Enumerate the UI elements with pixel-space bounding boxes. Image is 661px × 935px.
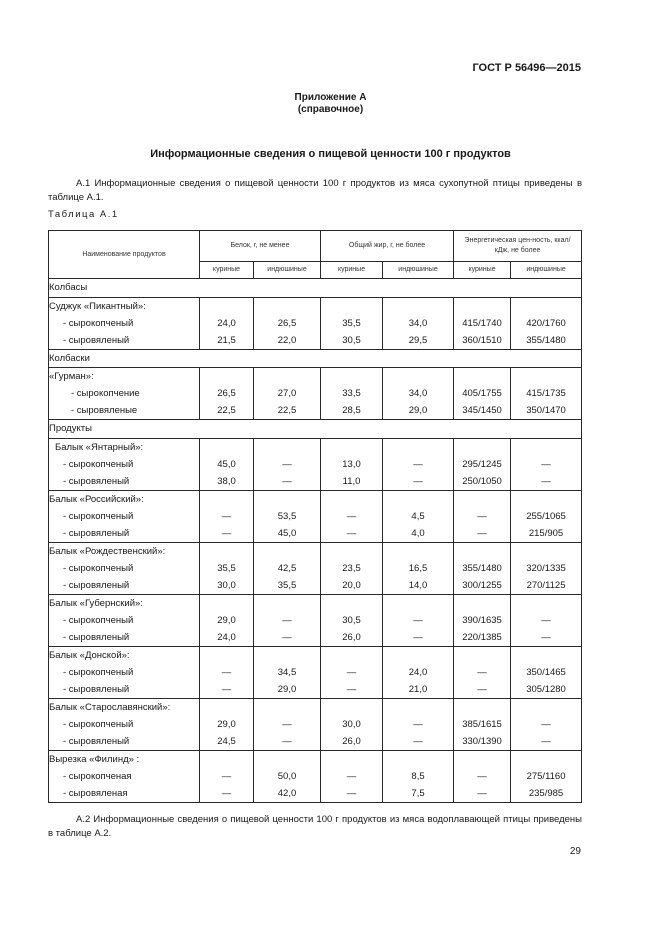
- cell-energy-turkey: 305/1280: [511, 681, 582, 699]
- cell-fat-turkey: 4,0: [383, 525, 454, 543]
- cell-fat-chicken: —: [321, 664, 383, 681]
- cell-energy-turkey: 320/1335: [511, 560, 582, 577]
- cell-fat-chicken: 30,5: [321, 612, 383, 629]
- cell-energy-turkey: —: [511, 612, 582, 629]
- cell-protein-turkey: —: [254, 473, 321, 491]
- subheader-turkey: индюшиные: [254, 262, 321, 279]
- table-row: [49, 733, 582, 751]
- cell-fat-chicken: —: [321, 768, 383, 785]
- cell-energy-chicken: 385/1615: [454, 716, 511, 733]
- table-caption: Таблица А.1: [48, 209, 119, 220]
- cell-protein-chicken: 26,5: [200, 385, 254, 402]
- table-row: [49, 681, 582, 699]
- subheader-turkey: индюшиные: [383, 262, 454, 279]
- subheader-chicken: куриные: [321, 262, 383, 279]
- cell-protein-chicken: 29,0: [200, 716, 254, 733]
- cell-protein-chicken: —: [200, 525, 254, 543]
- cell-protein-chicken: —: [200, 785, 254, 803]
- cell-protein-turkey: 22,0: [254, 332, 321, 350]
- group-row: Колбасы: [49, 279, 582, 298]
- table-row: [49, 456, 582, 473]
- row-label: - сыровяленый: [49, 332, 200, 350]
- cell-energy-chicken: 390/1635: [454, 612, 511, 629]
- cell-fat-chicken: 26,0: [321, 629, 383, 647]
- cell-protein-turkey: 50,0: [254, 768, 321, 785]
- cell-protein-chicken: 24,0: [200, 315, 254, 332]
- group-row: Продукты: [49, 420, 582, 439]
- product-name: Балык «Янтарный»:: [49, 438, 200, 456]
- table-row: [49, 577, 582, 595]
- cell-fat-chicken: —: [321, 785, 383, 803]
- cell-fat-turkey: 21,0: [383, 681, 454, 699]
- table-row: [49, 315, 582, 332]
- cell-energy-turkey: 350/1465: [511, 664, 582, 681]
- cell-protein-chicken: —: [200, 508, 254, 525]
- section-heading: Информационные сведения о пищевой ценности 100 г продуктов: [150, 148, 511, 160]
- cell-fat-turkey: —: [383, 716, 454, 733]
- cell-energy-turkey: 415/1735: [511, 385, 582, 402]
- cell-fat-chicken: 35,5: [321, 315, 383, 332]
- cell-energy-chicken: —: [454, 785, 511, 803]
- cell-fat-turkey: 16,5: [383, 560, 454, 577]
- cell-protein-turkey: 34,5: [254, 664, 321, 681]
- table-row: [49, 508, 582, 525]
- table-row: [49, 385, 582, 402]
- cell-energy-turkey: 255/1065: [511, 508, 582, 525]
- table-row: [49, 629, 582, 647]
- cell-fat-chicken: —: [321, 508, 383, 525]
- cell-fat-chicken: —: [321, 681, 383, 699]
- cell-energy-chicken: 295/1245: [454, 456, 511, 473]
- col-header-fat: Общий жир, г, не более: [321, 231, 454, 262]
- row-label: - сыровяленый: [49, 733, 200, 751]
- cell-protein-turkey: —: [254, 456, 321, 473]
- product-name: Балык «Старославянский»:: [49, 698, 200, 716]
- cell-energy-chicken: 220/1385: [454, 629, 511, 647]
- cell-fat-chicken: 28,5: [321, 402, 383, 420]
- cell-fat-turkey: 34,0: [383, 385, 454, 402]
- cell-protein-turkey: 27,0: [254, 385, 321, 402]
- cell-energy-chicken: 415/1740: [454, 315, 511, 332]
- cell-energy-turkey: 235/985: [511, 785, 582, 803]
- table-row: [49, 525, 582, 543]
- group-row: Колбаски: [49, 349, 582, 368]
- row-label: - сырокопченый: [49, 560, 200, 577]
- row-label: - сырокопченый: [49, 508, 200, 525]
- cell-protein-turkey: 42,0: [254, 785, 321, 803]
- cell-fat-chicken: 11,0: [321, 473, 383, 491]
- cell-fat-chicken: 23,5: [321, 560, 383, 577]
- product-name: Суджук «Пикантный»:: [49, 297, 200, 315]
- table-row: [49, 560, 582, 577]
- cell-energy-chicken: 360/1510: [454, 332, 511, 350]
- cell-energy-chicken: —: [454, 681, 511, 699]
- cell-energy-turkey: —: [511, 716, 582, 733]
- cell-fat-turkey: —: [383, 456, 454, 473]
- col-header-name: Наименование продуктов: [49, 231, 200, 279]
- cell-protein-turkey: —: [254, 716, 321, 733]
- cell-protein-chicken: —: [200, 768, 254, 785]
- cell-fat-turkey: 14,0: [383, 577, 454, 595]
- cell-fat-chicken: 33,5: [321, 385, 383, 402]
- cell-fat-turkey: 7,5: [383, 785, 454, 803]
- cell-energy-turkey: —: [511, 473, 582, 491]
- row-label: - сыровяленый: [49, 629, 200, 647]
- row-label: - сырокопченый: [49, 315, 200, 332]
- cell-fat-chicken: 30,0: [321, 716, 383, 733]
- product-name: Балык «Донской»:: [49, 646, 200, 664]
- cell-energy-chicken: 405/1755: [454, 385, 511, 402]
- cell-fat-turkey: 4,5: [383, 508, 454, 525]
- row-label: - сыровяленая: [49, 785, 200, 803]
- row-label: - сыровяленый: [49, 525, 200, 543]
- cell-fat-turkey: 24,0: [383, 664, 454, 681]
- cell-protein-chicken: 38,0: [200, 473, 254, 491]
- cell-protein-turkey: 45,0: [254, 525, 321, 543]
- cell-protein-turkey: 26,5: [254, 315, 321, 332]
- cell-protein-chicken: 22,5: [200, 402, 254, 420]
- appendix-title: Приложение А: [294, 92, 367, 103]
- cell-protein-turkey: 29,0: [254, 681, 321, 699]
- col-header-energy: Энергетическая цен-ность, ккал/кДж, не более: [454, 231, 582, 262]
- cell-energy-turkey: —: [511, 456, 582, 473]
- table-row: [49, 402, 582, 420]
- table-row: [49, 332, 582, 350]
- cell-energy-turkey: —: [511, 629, 582, 647]
- row-label: - сырокопченый: [49, 664, 200, 681]
- cell-protein-chicken: —: [200, 664, 254, 681]
- row-label: - сыровяленый: [49, 473, 200, 491]
- table-body: [49, 279, 582, 803]
- cell-protein-chicken: 24,5: [200, 733, 254, 751]
- cell-energy-turkey: 355/1480: [511, 332, 582, 350]
- table-row: [49, 612, 582, 629]
- table-row: [49, 716, 582, 733]
- col-header-protein: Белок, г, не менее: [200, 231, 321, 262]
- cell-energy-chicken: 345/1450: [454, 402, 511, 420]
- row-label: - сырокопченый: [49, 456, 200, 473]
- cell-fat-chicken: 30,5: [321, 332, 383, 350]
- table-row: [49, 664, 582, 681]
- page-number: 29: [569, 846, 581, 857]
- appendix-header: [0, 92, 661, 116]
- cell-fat-chicken: 26,0: [321, 733, 383, 751]
- table-row: [49, 785, 582, 803]
- paragraph-a1: А.1 Информационные сведения о пищевой ценности 100 г продуктов из мяса сухопутной птицы приведены в таблице А.1.: [48, 178, 582, 203]
- cell-energy-chicken: 250/1050: [454, 473, 511, 491]
- cell-energy-turkey: 420/1760: [511, 315, 582, 332]
- cell-protein-turkey: —: [254, 629, 321, 647]
- product-name: Вырезка «Филинд» :: [49, 750, 200, 768]
- cell-fat-chicken: 20,0: [321, 577, 383, 595]
- cell-protein-chicken: 45,0: [200, 456, 254, 473]
- subheader-turkey: индюшиные: [511, 262, 582, 279]
- row-label: - сырокопчение: [49, 385, 200, 402]
- subheader-chicken: куриные: [200, 262, 254, 279]
- cell-energy-chicken: 355/1480: [454, 560, 511, 577]
- cell-fat-turkey: —: [383, 629, 454, 647]
- row-label: - сыровяленый: [49, 681, 200, 699]
- cell-fat-turkey: 29,0: [383, 402, 454, 420]
- cell-protein-chicken: 29,0: [200, 612, 254, 629]
- product-name: Балык «Губернский»:: [49, 594, 200, 612]
- product-name: «Гурман»:: [49, 368, 200, 386]
- paragraph-a2: А.2 Информационные сведения о пищевой ценности 100 г продуктов из мяса водоплавающей птицы приведены в таблице А.2.: [48, 814, 582, 839]
- table-row: [49, 473, 582, 491]
- cell-energy-chicken: 330/1390: [454, 733, 511, 751]
- row-label: - сырокопченый: [49, 612, 200, 629]
- cell-fat-turkey: 8,5: [383, 768, 454, 785]
- cell-protein-turkey: —: [254, 733, 321, 751]
- cell-energy-chicken: 300/1255: [454, 577, 511, 595]
- row-label: - сырокопченая: [49, 768, 200, 785]
- cell-fat-turkey: —: [383, 612, 454, 629]
- cell-energy-turkey: 350/1470: [511, 402, 582, 420]
- cell-energy-chicken: —: [454, 664, 511, 681]
- appendix-subtitle: (справочное): [297, 104, 364, 115]
- cell-energy-chicken: —: [454, 768, 511, 785]
- cell-energy-chicken: —: [454, 525, 511, 543]
- cell-protein-turkey: 42,5: [254, 560, 321, 577]
- cell-energy-turkey: 275/1160: [511, 768, 582, 785]
- cell-protein-chicken: —: [200, 681, 254, 699]
- document-code: ГОСТ Р 56496—2015: [472, 62, 581, 74]
- cell-protein-chicken: 30,0: [200, 577, 254, 595]
- product-name: Балык «Рождественский»:: [49, 542, 200, 560]
- table-row: [49, 768, 582, 785]
- product-name: Балык «Российский»:: [49, 490, 200, 508]
- row-label: - сыровяленые: [49, 402, 200, 420]
- cell-energy-turkey: 215/905: [511, 525, 582, 543]
- cell-energy-chicken: —: [454, 508, 511, 525]
- cell-fat-turkey: 34,0: [383, 315, 454, 332]
- cell-protein-chicken: 35,5: [200, 560, 254, 577]
- nutrition-table: [48, 230, 582, 803]
- cell-protein-chicken: 21,5: [200, 332, 254, 350]
- cell-protein-turkey: 53,5: [254, 508, 321, 525]
- row-label: - сыровяленый: [49, 577, 200, 595]
- cell-fat-chicken: —: [321, 525, 383, 543]
- cell-energy-turkey: —: [511, 733, 582, 751]
- cell-fat-chicken: 13,0: [321, 456, 383, 473]
- cell-protein-turkey: —: [254, 612, 321, 629]
- cell-fat-turkey: —: [383, 733, 454, 751]
- cell-protein-turkey: 22,5: [254, 402, 321, 420]
- cell-fat-turkey: —: [383, 473, 454, 491]
- cell-energy-turkey: 270/1125: [511, 577, 582, 595]
- cell-protein-chicken: 24,0: [200, 629, 254, 647]
- cell-protein-turkey: 35,5: [254, 577, 321, 595]
- subheader-chicken: куриные: [454, 262, 511, 279]
- row-label: - сырокопченый: [49, 716, 200, 733]
- cell-fat-turkey: 29,5: [383, 332, 454, 350]
